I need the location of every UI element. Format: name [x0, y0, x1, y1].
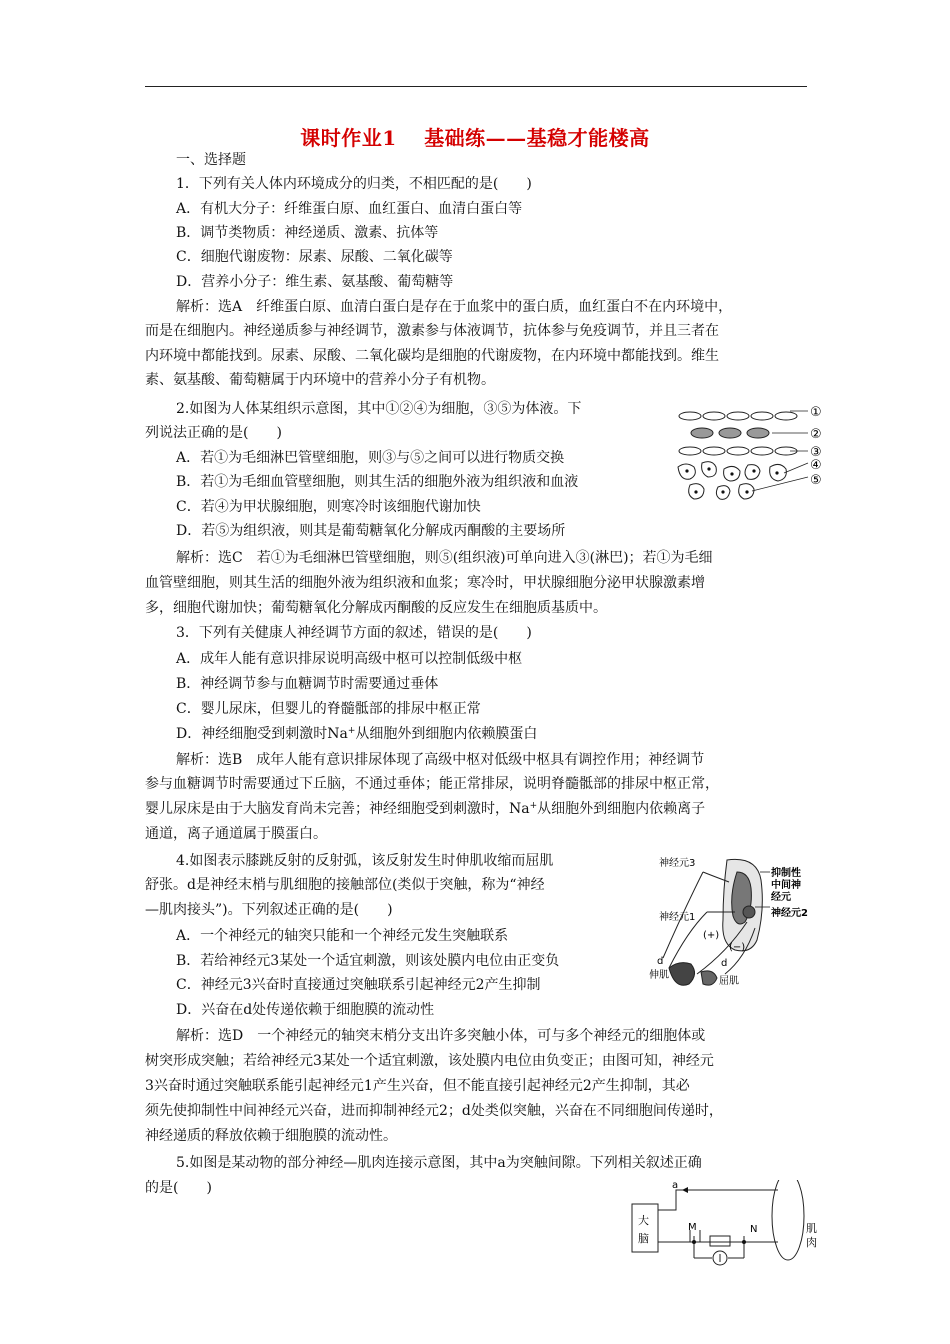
- tissue-label-2: ②: [810, 427, 822, 442]
- q4-option-c: C．神经元3兴奋时直接通过突触联系引起神经元2产生抑制: [176, 977, 541, 993]
- q4-explanation-line: 3兴奋时通过突触联系能引起神经元1产生兴奋，但不能直接引起神经元2产生抑制，其必: [145, 1078, 690, 1094]
- label-inhibitory-2: 中间神: [771, 880, 801, 891]
- tissue-diagram: [672, 405, 822, 505]
- q2-option-c: C．若④为甲状腺细胞，则寒冷时该细胞代谢加快: [176, 499, 481, 515]
- q1-stem: 1．下列有关人体内环境成分的归类，不相匹配的是( ): [176, 176, 532, 192]
- label-inhibitory-1: 抑制性: [771, 868, 801, 879]
- q1-option-b: B．调节类物质：神经递质、激素、抗体等: [176, 225, 439, 241]
- label-neuron-2: 神经元2: [771, 908, 808, 919]
- label-extensor: 伸肌: [649, 970, 669, 981]
- q3-explanation-line: 参与血糖调节时需要通过下丘脑，不通过垂体；能正常排尿，说明脊髓骶部的排尿中枢正常，: [145, 776, 719, 792]
- q4-stem: 4.如图表示膝跳反射的反射弧，该反射发生时伸肌收缩而屈肌: [176, 853, 554, 869]
- q4-explanation-line: 解析：选D 一个神经元的轴突末梢分支出许多突触小体，可与多个神经元的细胞体或: [176, 1028, 706, 1044]
- label-excite: (+): [703, 930, 720, 941]
- q1-explanation-line: 素、氨基酸、葡萄糖属于内环境中的营养小分子有机物。: [145, 372, 495, 388]
- section-heading: 一、选择题: [176, 152, 246, 168]
- q4-stem-cont: 舒张。d是神经末梢与肌细胞的接触部位(类似于突触，称为“神经: [145, 877, 545, 893]
- label-muscle-1: 肌: [806, 1222, 817, 1235]
- q3-option-d: D．神经细胞受到刺激时Na+从细胞外到细胞内依赖膜蛋白: [176, 726, 538, 742]
- tissue-label-1: ①: [810, 405, 822, 420]
- title-sub: 基础练——基稳才能楼高: [424, 126, 650, 150]
- q2-option-b: B．若①为毛细血管壁细胞，则其生活的细胞外液为组织液和血液: [176, 474, 579, 490]
- q2-option-a: A．若①为毛细淋巴管壁细胞，则③与⑤之间可以进行物质交换: [176, 450, 565, 466]
- title-main: 课时作业1: [300, 126, 397, 150]
- q1-explanation-line: 解析：选A 纤维蛋白原、血清白蛋白是存在于血浆中的蛋白质，血红蛋白不在内环境中，: [176, 299, 733, 315]
- q3-explanation-line: 通道，离子通道属于膜蛋白。: [145, 826, 327, 842]
- nerve-muscle-diagram: [628, 1180, 823, 1270]
- tissue-label-4: ④: [810, 458, 822, 473]
- q4-explanation-line: 须先使抑制性中间神经元兴奋，进而抑制神经元2；d处类似突触，兴奋在不同细胞间传递时，: [145, 1103, 723, 1119]
- tissue-label-3: ③: [810, 445, 822, 460]
- label-a: a: [672, 1180, 679, 1191]
- label-neuron-1: 神经元1: [659, 912, 696, 923]
- label-inhibitory-3: 经元: [771, 892, 791, 903]
- q4-explanation-line: 树突形成突触；若给神经元3某处一个适宜刺激，该处膜内电位由负变正；由图可知，神经元: [145, 1053, 714, 1069]
- reflex-arc-diagram: [645, 852, 820, 992]
- q4-explanation-line: 神经递质的释放依赖于细胞膜的流动性。: [145, 1128, 397, 1144]
- tissue-label-5: ⑤: [810, 473, 822, 488]
- q1-option-c: C．细胞代谢废物：尿素、尿酸、二氧化碳等: [176, 249, 453, 265]
- q4-option-d: D．兴奋在d处传递依赖于细胞膜的流动性: [176, 1002, 435, 1018]
- top-rule: [145, 86, 807, 87]
- label-M: M: [688, 1222, 697, 1233]
- q3-option-b: B．神经调节参与血糖调节时需要通过垂体: [176, 676, 439, 692]
- q3-option-c: C．婴儿尿床，但婴儿的脊髓骶部的排尿中枢正常: [176, 701, 481, 717]
- label-flexor: 屈肌: [719, 976, 739, 987]
- q2-explanation-line: 多，细胞代谢加快；葡萄糖氧化分解成丙酮酸的反应发生在细胞质基质中。: [145, 600, 607, 616]
- q1-explanation-line: 而是在细胞内。神经递质参与神经调节，激素参与体液调节，抗体参与免疫调节，并且三者在: [145, 323, 719, 339]
- q4-stem-cont: —肌肉接头”)。下列叙述正确的是( ): [145, 902, 393, 918]
- label-d-left: d: [657, 956, 664, 967]
- q5-stem: 5.如图是某动物的部分神经—肌肉连接示意图，其中a为突触间隙。下列相关叙述正确: [176, 1155, 702, 1171]
- q2-explanation-line: 解析：选C 若①为毛细淋巴管壁细胞，则⑤(组织液)可单向进入③(淋巴)；若①为毛细: [176, 550, 713, 566]
- q5-stem-cont: 的是( ): [145, 1180, 212, 1196]
- q3-explanation-line: 婴儿尿床是由于大脑发育尚未完善；神经细胞受到刺激时，Na+从细胞外到细胞内依赖离子: [145, 801, 706, 817]
- q2-explanation-line: 血管壁细胞，则其生活的细胞外液为组织液和血浆；寒冷时，甲状腺细胞分泌甲状腺激素增: [145, 575, 705, 591]
- label-muscle-2: 肉: [806, 1236, 817, 1249]
- q2-stem-cont: 列说法正确的是( ): [145, 425, 282, 441]
- q1-option-a: A．有机大分子：纤维蛋白原、血红蛋白、血清白蛋白等: [176, 201, 523, 217]
- page-title: [0, 122, 950, 151]
- q4-option-b: B．若给神经元3某处一个适宜刺激，则该处膜内电位由正变负: [176, 953, 560, 969]
- label-N: N: [750, 1224, 758, 1235]
- label-brain-1: 大: [638, 1214, 649, 1227]
- q2-option-d: D．若⑤为组织液，则其是葡萄糖氧化分解成丙酮酸的主要场所: [176, 523, 566, 539]
- q2-stem: 2.如图为人体某组织示意图，其中①②④为细胞，③⑤为体液。下: [176, 401, 582, 417]
- label-brain-2: 脑: [638, 1232, 649, 1245]
- q4-option-a: A．一个神经元的轴突只能和一个神经元发生突触联系: [176, 928, 509, 944]
- q1-explanation-line: 内环境中都能找到。尿素、尿酸、二氧化碳均是细胞的代谢废物，在内环境中都能找到。维生: [145, 348, 719, 364]
- q3-explanation-line: 解析：选B 成年人能有意识排尿体现了高级中枢对低级中枢具有调控作用；神经调节: [176, 752, 705, 768]
- q3-option-a: A．成年人能有意识排尿说明高级中枢可以控制低级中枢: [176, 651, 523, 667]
- label-inhibit: (−): [729, 942, 746, 953]
- label-d-right: d: [721, 958, 728, 969]
- label-neuron-3: 神经元3: [659, 858, 696, 869]
- q3-stem: 3．下列有关健康人神经调节方面的叙述，错误的是( ): [176, 625, 532, 641]
- q1-option-d: D．营养小分子：维生素、氨基酸、葡萄糖等: [176, 274, 454, 290]
